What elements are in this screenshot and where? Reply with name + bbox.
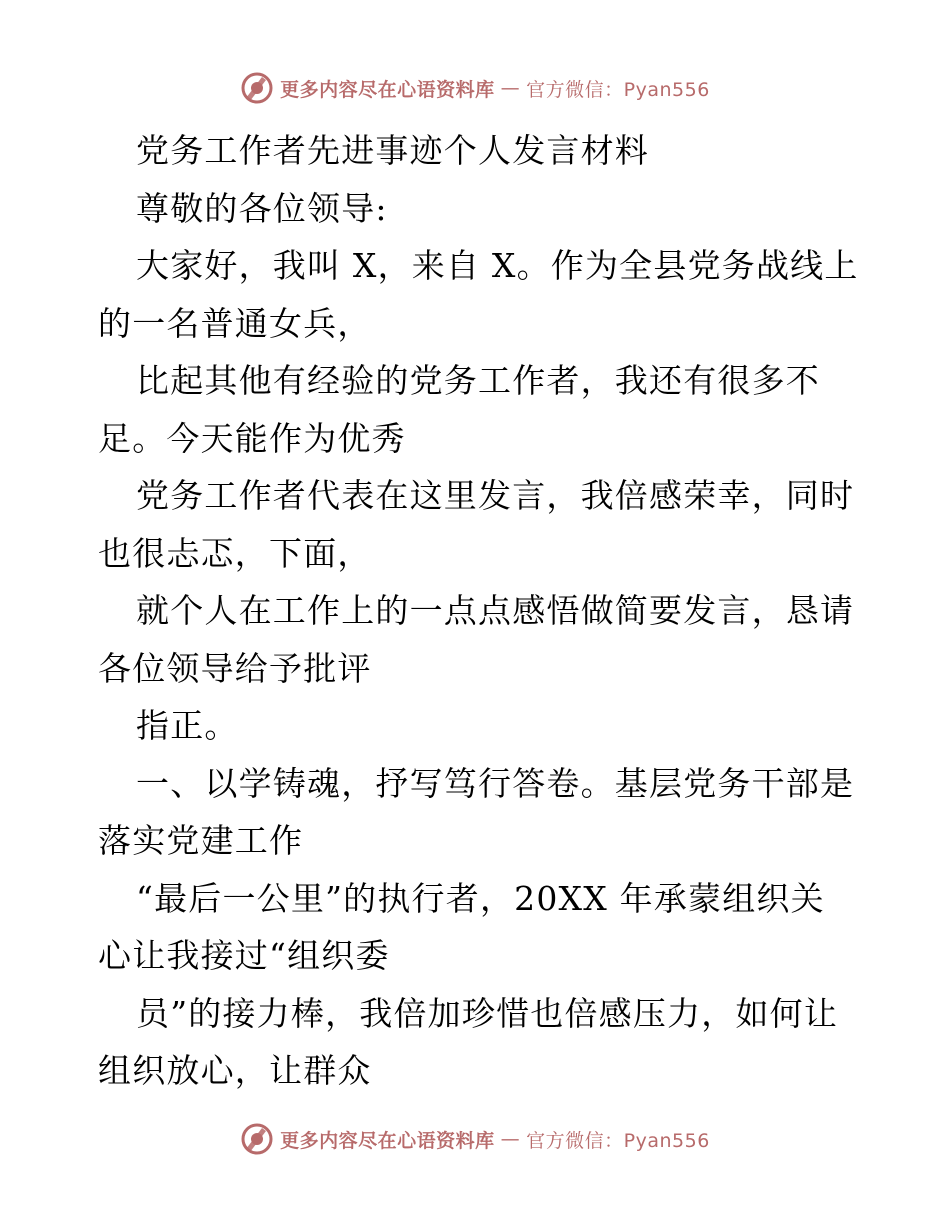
- paragraph-line: 也很忐忑，下面，: [98, 533, 372, 573]
- paragraph-line: 指正。: [136, 706, 239, 745]
- paragraph-line: 一、以学铸魂，抒写笃行答卷。基层党务干部是: [136, 763, 855, 803]
- footer-banner-wechat: 官方微信：Pyan556: [526, 1129, 710, 1152]
- footer-banner-separator: —: [500, 1128, 521, 1150]
- header-banner-text: 更多内容尽在心语资料库: [280, 78, 495, 101]
- paragraph-line: 落实党建工作: [98, 821, 304, 860]
- paragraph-line: 党务工作者代表在这里发言，我倍感荣幸，同时: [136, 476, 855, 515]
- paragraph-line: 的一名普通女兵，: [98, 303, 372, 343]
- header-banner-separator: —: [500, 77, 521, 99]
- paragraph-line: 大家好，我叫 X，来自 X。作为全县党务战线上: [136, 246, 859, 285]
- paragraph-line: 各位领导给予批评: [98, 648, 372, 688]
- header-banner: [0, 68, 950, 108]
- brand-logo-icon: [240, 71, 274, 105]
- paragraph-line: 组织放心，让群众: [98, 1051, 372, 1090]
- paragraph-line: 心让我接过“组织委: [98, 936, 390, 975]
- document-body: [98, 122, 858, 1100]
- footer-banner: [0, 1119, 950, 1159]
- paragraph-line: 足。今天能作为优秀: [98, 418, 406, 458]
- paragraph-line: 比起其他有经验的党务工作者，我还有很多不: [136, 361, 820, 400]
- header-banner-wechat: 官方微信：Pyan556: [526, 78, 710, 101]
- paragraph-line: “最后一公里”的执行者，20XX 年承蒙组织关: [136, 878, 825, 918]
- paragraph-line: 就个人在工作上的一点点感悟做简要发言，恳请: [136, 591, 855, 630]
- paragraph-line: 员”的接力棒，我倍加珍惜也倍感压力，如何让: [136, 993, 839, 1033]
- salutation: 尊敬的各位领导:: [136, 188, 388, 228]
- document-title: 党务工作者先进事迹个人发言材料: [136, 131, 649, 170]
- footer-banner-text: 更多内容尽在心语资料库: [280, 1129, 495, 1152]
- brand-logo-icon: [240, 1122, 274, 1156]
